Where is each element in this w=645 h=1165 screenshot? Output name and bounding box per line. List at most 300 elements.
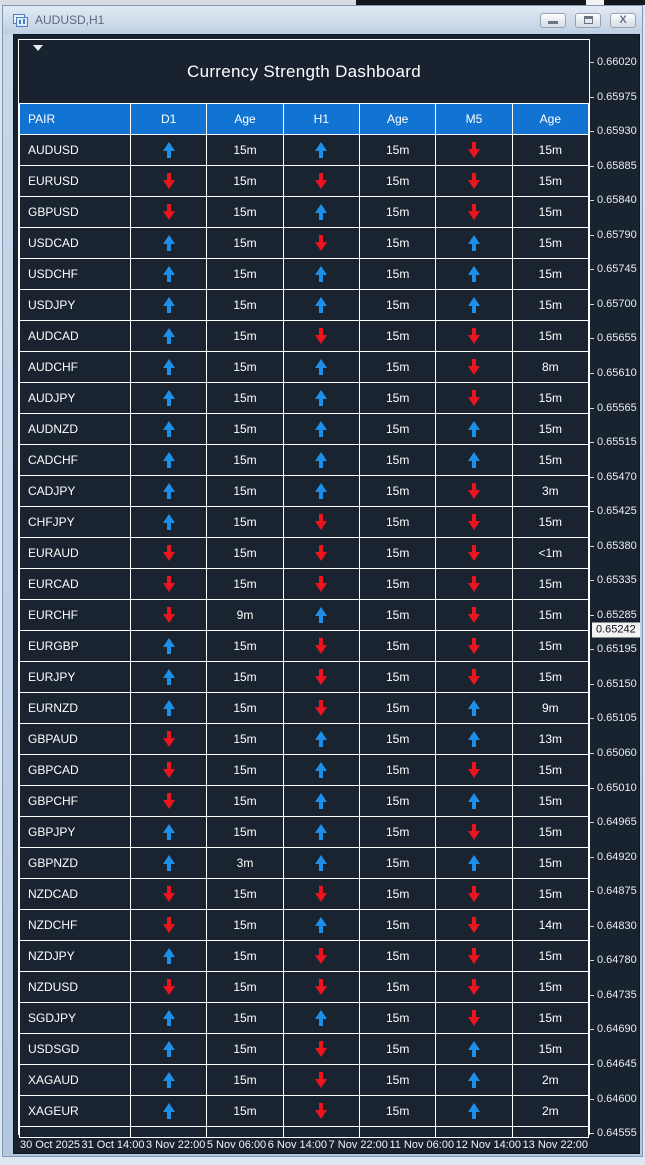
trend-cell-m5 <box>436 352 511 382</box>
trend-up-icon <box>315 390 327 406</box>
trend-up-icon <box>315 359 327 375</box>
pair-label: GBPCHF <box>20 786 130 816</box>
trend-cell-m5 <box>436 197 511 227</box>
pair-label: GBPCAD <box>20 755 130 785</box>
trend-up-icon <box>468 1041 480 1057</box>
time-tick-label: 6 Nov 14:00 <box>267 1139 328 1151</box>
trend-cell-d1 <box>131 600 206 630</box>
trend-cell-h1 <box>284 879 359 909</box>
price-tick-label: 0.64600 <box>597 1092 637 1105</box>
pair-label: NZDCHF <box>20 910 130 940</box>
trend-up-icon <box>163 390 175 406</box>
quick-menu-triangle-icon[interactable] <box>33 45 43 51</box>
pair-label: CADJPY <box>20 476 130 506</box>
pair-label: USDCHF <box>20 259 130 289</box>
age-value-h1: 15m <box>360 445 435 475</box>
pair-label: EURGBP <box>20 631 130 661</box>
trend-cell-d1 <box>131 662 206 692</box>
pair-label: AUDNZD <box>20 414 130 444</box>
age-value-d1: 15m <box>207 197 282 227</box>
trend-up-icon <box>468 855 480 871</box>
trend-cell-d1 <box>131 476 206 506</box>
trend-up-icon <box>468 731 480 747</box>
age-value-m5: 15m <box>513 786 588 816</box>
trend-cell-h1 <box>284 724 359 754</box>
trend-cell-d1 <box>131 321 206 351</box>
age-value-h1: 15m <box>360 848 435 878</box>
close-button[interactable] <box>610 13 636 28</box>
trend-cell-d1 <box>131 383 206 413</box>
trend-cell-h1 <box>284 972 359 1002</box>
time-tick-label: 11 Nov 06:00 <box>389 1139 455 1151</box>
trend-up-icon <box>468 1072 480 1088</box>
age-value-h1: 15m <box>360 1096 435 1126</box>
trend-down-icon <box>163 173 175 189</box>
trend-down-icon <box>315 235 327 251</box>
age-value-d1: 15m <box>207 538 282 568</box>
price-tick-label: 0.65285 <box>597 608 637 621</box>
trend-up-icon <box>163 1041 175 1057</box>
age-value-m5: 15m <box>513 259 588 289</box>
age-value-h1: 15m <box>360 476 435 506</box>
time-tick-label: 30 Oct 2025 <box>20 1139 80 1151</box>
age-value-h1: 15m <box>360 1003 435 1033</box>
restore-icon <box>584 16 593 24</box>
trend-cell-h1 <box>284 476 359 506</box>
age-value-m5: 15m <box>513 848 588 878</box>
trend-down-icon <box>468 328 480 344</box>
time-tick-label: 3 Nov 22:00 <box>146 1139 206 1151</box>
price-tick-label: 0.65565 <box>597 401 637 414</box>
age-value-h1: 15m <box>360 600 435 630</box>
trend-up-icon <box>315 731 327 747</box>
pair-label: GBPJPY <box>20 817 130 847</box>
price-tick-label: 0.64920 <box>597 850 637 863</box>
age-value-h1: 15m <box>360 321 435 351</box>
trend-down-icon <box>163 979 175 995</box>
trend-cell-d1 <box>131 166 206 196</box>
trend-up-icon <box>468 266 480 282</box>
trend-up-icon <box>468 421 480 437</box>
trend-cell-h1 <box>284 352 359 382</box>
trend-up-icon <box>468 793 480 809</box>
age-value-h1: 15m <box>360 507 435 537</box>
trend-cell-h1 <box>284 569 359 599</box>
price-tick-label: 0.65655 <box>597 332 637 345</box>
age-value-m5: 3m <box>513 476 588 506</box>
time-tick-label: 12 Nov 14:00 <box>455 1139 522 1151</box>
age-value-d1: 15m <box>207 693 282 723</box>
trend-up-icon <box>163 421 175 437</box>
age-value-d1: 15m <box>207 228 282 258</box>
trend-cell-m5 <box>436 724 511 754</box>
column-header-h1: H1 <box>284 104 359 134</box>
trend-up-icon <box>163 948 175 964</box>
trend-down-icon <box>468 359 480 375</box>
age-value-h1: 15m <box>360 1034 435 1064</box>
trend-up-icon <box>315 266 327 282</box>
pair-label: NZDCAD <box>20 879 130 909</box>
age-value-d1: 15m <box>207 166 282 196</box>
price-tick-label: 0.65010 <box>597 781 637 794</box>
price-tick-label: 0.65380 <box>597 539 637 552</box>
price-tick-label: 0.64965 <box>597 816 637 829</box>
trend-up-icon <box>163 1010 175 1026</box>
price-tick-label: 0.65975 <box>597 90 637 103</box>
age-value-d1: 15m <box>207 755 282 785</box>
trend-cell-m5 <box>436 1065 511 1095</box>
current-price-tag: 0.65242 <box>592 623 640 638</box>
trend-down-icon <box>315 669 327 685</box>
trend-cell-d1 <box>131 197 206 227</box>
age-value-d1: 15m <box>207 414 282 444</box>
trend-down-icon <box>468 669 480 685</box>
age-value-h1: 15m <box>360 352 435 382</box>
price-tick-label: 0.65885 <box>597 159 637 172</box>
age-value-h1: 15m <box>360 569 435 599</box>
age-value-d1: 15m <box>207 724 282 754</box>
trend-cell-m5 <box>436 476 511 506</box>
column-header-age-4: Age <box>360 104 435 134</box>
age-value-m5: 15m <box>513 507 588 537</box>
age-value-m5: <1m <box>513 538 588 568</box>
age-value-m5: 15m <box>513 290 588 320</box>
age-value-d1: 9m <box>207 600 282 630</box>
trend-down-icon <box>468 762 480 778</box>
trend-up-icon <box>163 452 175 468</box>
price-tick-label: 0.65515 <box>597 436 637 449</box>
trend-cell-h1 <box>284 693 359 723</box>
price-tick-label: 0.65700 <box>597 297 637 310</box>
trend-cell-d1 <box>131 724 206 754</box>
pair-label: USDJPY <box>20 290 130 320</box>
age-value-h1: 15m <box>360 910 435 940</box>
window-title: AUDUSD,H1 <box>35 13 105 27</box>
trend-down-icon <box>468 979 480 995</box>
trend-up-icon <box>315 452 327 468</box>
age-value-m5: 2m <box>513 1065 588 1095</box>
trend-down-icon <box>315 886 327 902</box>
age-value-d1: 15m <box>207 445 282 475</box>
trend-cell-h1 <box>284 507 359 537</box>
price-tick-label: 0.65745 <box>597 263 637 276</box>
trend-cell-d1 <box>131 817 206 847</box>
age-value-h1: 15m <box>360 972 435 1002</box>
trend-down-icon <box>315 638 327 654</box>
minimize-icon <box>548 21 558 24</box>
trend-cell-h1 <box>284 290 359 320</box>
pair-label: XAGAUD <box>20 1065 130 1095</box>
trend-cell-h1 <box>284 941 359 971</box>
age-value-h1: 15m <box>360 166 435 196</box>
age-value-h1: 15m <box>360 290 435 320</box>
price-tick-label: 0.64780 <box>597 954 637 967</box>
trend-up-icon <box>468 700 480 716</box>
trend-cell-m5 <box>436 848 511 878</box>
age-value-m5: 15m <box>513 166 588 196</box>
age-value-h1: 15m <box>360 724 435 754</box>
age-value-m5: 15m <box>513 445 588 475</box>
trend-up-icon <box>315 607 327 623</box>
trend-cell-h1 <box>284 538 359 568</box>
column-header-age-2: Age <box>207 104 282 134</box>
trend-cell-m5 <box>436 1096 511 1126</box>
price-axis[interactable] <box>590 39 639 1140</box>
age-value-h1: 15m <box>360 662 435 692</box>
trend-down-icon <box>468 607 480 623</box>
age-value-m5: 8m <box>513 352 588 382</box>
column-header-d1: D1 <box>131 104 206 134</box>
trend-cell-m5 <box>436 972 511 1002</box>
trend-down-icon <box>163 886 175 902</box>
trend-cell-d1 <box>131 1065 206 1095</box>
trend-cell-d1 <box>131 259 206 289</box>
age-value-m5: 15m <box>513 569 588 599</box>
trend-cell-m5 <box>436 135 511 165</box>
trend-down-icon <box>468 886 480 902</box>
age-value-h1: 15m <box>360 879 435 909</box>
trend-down-icon <box>163 793 175 809</box>
time-tick-label: 31 Oct 14:00 <box>81 1139 145 1151</box>
age-value-m5: 15m <box>513 972 588 1002</box>
price-tick-label: 0.65425 <box>597 505 637 518</box>
age-value-m5: 15m <box>513 1034 588 1064</box>
trend-cell-d1 <box>131 290 206 320</box>
trend-cell-m5 <box>436 879 511 909</box>
trend-cell-d1 <box>131 569 206 599</box>
column-header-pair: PAIR <box>20 104 130 134</box>
age-value-m5: 15m <box>513 755 588 785</box>
pair-label: AUDUSD <box>20 135 130 165</box>
trend-cell-h1 <box>284 135 359 165</box>
trend-down-icon <box>468 917 480 933</box>
price-tick-label: 0.64830 <box>597 919 637 932</box>
age-value-m5: 15m <box>513 941 588 971</box>
price-tick-label: 0.64645 <box>597 1057 637 1070</box>
pair-label: EURJPY <box>20 662 130 692</box>
trend-cell-h1 <box>284 445 359 475</box>
trend-cell-m5 <box>436 910 511 940</box>
trend-down-icon <box>315 979 327 995</box>
trend-cell-m5 <box>436 1034 511 1064</box>
trend-up-icon <box>163 142 175 158</box>
pair-label: AUDCHF <box>20 352 130 382</box>
age-value-d1: 15m <box>207 507 282 537</box>
age-value-h1: 15m <box>360 228 435 258</box>
trend-down-icon <box>468 1010 480 1026</box>
trend-down-icon <box>468 142 480 158</box>
trend-cell-d1 <box>131 786 206 816</box>
pair-label: SGDJPY <box>20 1003 130 1033</box>
age-value-d1: 15m <box>207 1096 282 1126</box>
trend-down-icon <box>315 545 327 561</box>
age-value-d1: 15m <box>207 786 282 816</box>
trend-up-icon <box>163 266 175 282</box>
trend-down-icon <box>468 545 480 561</box>
trend-cell-d1 <box>131 879 206 909</box>
trend-cell-m5 <box>436 693 511 723</box>
age-value-d1: 15m <box>207 476 282 506</box>
age-value-m5: 15m <box>513 662 588 692</box>
age-value-d1: 15m <box>207 569 282 599</box>
age-value-d1: 15m <box>207 1034 282 1064</box>
trend-cell-h1 <box>284 1003 359 1033</box>
trend-cell-m5 <box>436 321 511 351</box>
window-titlebar[interactable] <box>3 6 642 34</box>
trend-cell-d1 <box>131 910 206 940</box>
age-value-h1: 15m <box>360 631 435 661</box>
column-header-age-6: Age <box>513 104 588 134</box>
chart-symbol-icon <box>13 14 28 27</box>
trend-cell-h1 <box>284 1065 359 1095</box>
trend-cell-h1 <box>284 631 359 661</box>
trend-up-icon <box>315 855 327 871</box>
price-tick-label: 0.65335 <box>597 574 637 587</box>
trend-cell-d1 <box>131 1096 206 1126</box>
age-value-h1: 15m <box>360 197 435 227</box>
age-value-d1: 15m <box>207 910 282 940</box>
pair-label: EURNZD <box>20 693 130 723</box>
trend-up-icon <box>163 1103 175 1119</box>
trend-up-icon <box>315 297 327 313</box>
trend-cell-d1 <box>131 848 206 878</box>
age-value-m5: 15m <box>513 817 588 847</box>
pair-label: NZDJPY <box>20 941 130 971</box>
trend-cell-h1 <box>284 383 359 413</box>
trend-cell-m5 <box>436 941 511 971</box>
trend-up-icon <box>468 297 480 313</box>
minimize-button[interactable] <box>540 13 566 28</box>
trend-down-icon <box>468 390 480 406</box>
trend-cell-d1 <box>131 631 206 661</box>
pair-label: AUDCAD <box>20 321 130 351</box>
pair-label: EURUSD <box>20 166 130 196</box>
currency-strength-table <box>19 103 589 1138</box>
trend-cell-d1 <box>131 693 206 723</box>
trend-cell-d1 <box>131 755 206 785</box>
trend-down-icon <box>163 607 175 623</box>
trend-cell-m5 <box>436 786 511 816</box>
trend-cell-d1 <box>131 941 206 971</box>
age-value-m5: 15m <box>513 600 588 630</box>
trend-up-icon <box>315 824 327 840</box>
age-value-d1: 15m <box>207 135 282 165</box>
trend-cell-m5 <box>436 383 511 413</box>
trend-down-icon <box>163 545 175 561</box>
age-value-h1: 15m <box>360 1065 435 1095</box>
pair-label: EURCAD <box>20 569 130 599</box>
trend-cell-m5 <box>436 600 511 630</box>
trend-cell-m5 <box>436 631 511 661</box>
trend-cell-m5 <box>436 507 511 537</box>
trend-down-icon <box>315 1103 327 1119</box>
age-value-h1: 15m <box>360 135 435 165</box>
trend-up-icon <box>163 297 175 313</box>
age-value-d1: 15m <box>207 1065 282 1095</box>
age-value-d1: 15m <box>207 1003 282 1033</box>
time-axis[interactable] <box>18 1135 590 1153</box>
age-value-m5: 9m <box>513 693 588 723</box>
trend-down-icon <box>163 576 175 592</box>
trend-cell-h1 <box>284 166 359 196</box>
trend-cell-d1 <box>131 538 206 568</box>
trend-cell-m5 <box>436 538 511 568</box>
trend-up-icon <box>315 204 327 220</box>
trend-cell-h1 <box>284 259 359 289</box>
chart-plot-area[interactable] <box>18 39 590 1135</box>
age-value-d1: 15m <box>207 290 282 320</box>
trend-cell-h1 <box>284 786 359 816</box>
trend-up-icon <box>315 421 327 437</box>
trend-up-icon <box>315 762 327 778</box>
time-tick-label: 13 Nov 22:00 <box>522 1139 588 1151</box>
trend-down-icon <box>163 917 175 933</box>
price-tick-label: 0.65105 <box>597 712 637 725</box>
trend-cell-d1 <box>131 135 206 165</box>
trend-cell-m5 <box>436 817 511 847</box>
close-icon: X <box>619 13 627 26</box>
trend-cell-h1 <box>284 321 359 351</box>
column-header-m5: M5 <box>436 104 511 134</box>
price-tick-label: 0.65930 <box>597 125 637 138</box>
trend-down-icon <box>315 700 327 716</box>
trend-cell-m5 <box>436 228 511 258</box>
price-tick-label: 0.66020 <box>597 56 637 68</box>
trend-up-icon <box>468 1103 480 1119</box>
trend-down-icon <box>315 514 327 530</box>
chart-area[interactable] <box>13 34 640 1154</box>
trend-cell-h1 <box>284 197 359 227</box>
pair-label: EURAUD <box>20 538 130 568</box>
trend-down-icon <box>468 483 480 499</box>
age-value-d1: 15m <box>207 972 282 1002</box>
trend-cell-h1 <box>284 1096 359 1126</box>
trend-cell-m5 <box>436 290 511 320</box>
trend-down-icon <box>315 328 327 344</box>
age-value-d1: 15m <box>207 662 282 692</box>
trend-up-icon <box>315 483 327 499</box>
pair-label: NZDUSD <box>20 972 130 1002</box>
trend-up-icon <box>315 142 327 158</box>
trend-cell-d1 <box>131 972 206 1002</box>
age-value-m5: 15m <box>513 321 588 351</box>
trend-down-icon <box>315 576 327 592</box>
trend-up-icon <box>315 1010 327 1026</box>
trend-up-icon <box>163 483 175 499</box>
age-value-m5: 15m <box>513 197 588 227</box>
trend-cell-h1 <box>284 910 359 940</box>
trend-cell-d1 <box>131 352 206 382</box>
price-tick-label: 0.64555 <box>597 1127 637 1140</box>
trend-up-icon <box>315 793 327 809</box>
chart-window <box>2 5 643 1157</box>
age-value-m5: 15m <box>513 383 588 413</box>
trend-up-icon <box>315 917 327 933</box>
age-value-m5: 15m <box>513 631 588 661</box>
price-tick-label: 0.65470 <box>597 470 637 483</box>
age-value-d1: 15m <box>207 879 282 909</box>
age-value-m5: 13m <box>513 724 588 754</box>
price-tick-label: 0.65060 <box>597 747 637 759</box>
pair-label: USDCAD <box>20 228 130 258</box>
restore-button[interactable] <box>575 13 601 28</box>
trend-up-icon <box>468 452 480 468</box>
time-tick-label: 5 Nov 06:00 <box>206 1139 267 1151</box>
pair-label: XAGEUR <box>20 1096 130 1126</box>
age-value-d1: 15m <box>207 941 282 971</box>
age-value-d1: 15m <box>207 321 282 351</box>
trend-up-icon <box>163 855 175 871</box>
